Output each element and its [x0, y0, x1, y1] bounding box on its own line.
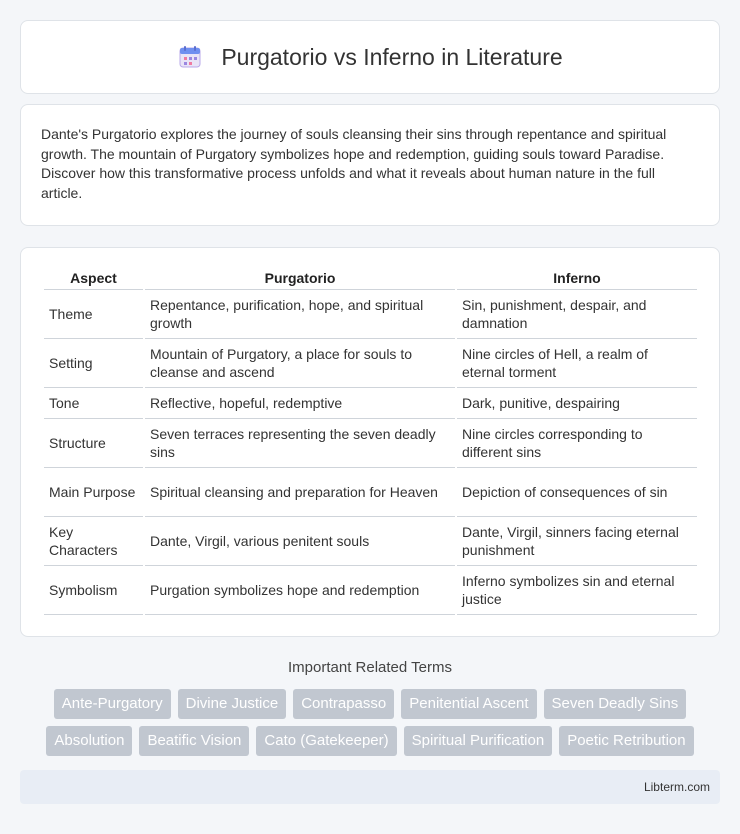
related-term-tag[interactable]: Divine Justice [178, 689, 287, 719]
footer [20, 770, 720, 804]
table-row [44, 339, 697, 388]
row-purgatorio: Spiritual cleansing and preparation for Heaven [145, 468, 455, 517]
related-term-tag[interactable]: Beatific Vision [139, 726, 249, 756]
row-inferno: Nine circles of Hell, a realm of eternal torment [457, 339, 697, 388]
table-header-row [44, 266, 697, 290]
row-purgatorio: Seven terraces representing the seven deadly sins [145, 419, 455, 468]
table-row [44, 419, 697, 468]
page-title: Purgatorio vs Inferno in Literature [221, 43, 563, 70]
row-inferno: Sin, punishment, despair, and damnation [457, 290, 697, 339]
row-inferno: Dark, punitive, despairing [457, 388, 697, 419]
related-term-tag[interactable]: Penitential Ascent [401, 689, 536, 719]
row-inferno: Dante, Virgil, sinners facing eternal punishment [457, 517, 697, 566]
row-aspect: Setting [44, 339, 143, 388]
intro-text: Dante's Purgatorio explores the journey of souls cleansing their sins through repentance and spiritual growth. The mountain of Purgatory symbolizes hope and redemption, guiding souls toward Paradise. Discover how this transformative process unfolds and what it reveals about human nature in the full article. [41, 126, 667, 201]
row-aspect: Tone [44, 388, 143, 419]
table-row [44, 517, 697, 566]
related-term-tag[interactable]: Seven Deadly Sins [544, 689, 687, 719]
related-term-tag[interactable]: Spiritual Purification [404, 726, 553, 756]
row-inferno: Nine circles corresponding to different sins [457, 419, 697, 468]
footer-site-link[interactable]: Libterm.com [643, 780, 710, 794]
row-aspect: Structure [44, 419, 143, 468]
related-term-tag[interactable]: Ante-Purgatory [54, 689, 171, 719]
related-terms-title: Important Related Terms [288, 659, 452, 676]
header-card [20, 20, 720, 94]
header-purgatorio: Purgatorio [145, 266, 455, 290]
row-aspect: Main Purpose [44, 468, 143, 517]
row-purgatorio: Mountain of Purgatory, a place for souls to cleanse and ascend [145, 339, 455, 388]
row-inferno: Inferno symbolizes sin and eternal justice [457, 566, 697, 615]
table-row [44, 566, 697, 615]
header-inferno: Inferno [457, 266, 697, 290]
related-term-tag[interactable]: Contrapasso [293, 689, 394, 719]
table-row [44, 468, 697, 517]
table-row [44, 290, 697, 339]
related-term-tag[interactable]: Poetic Retribution [559, 726, 693, 756]
row-purgatorio: Purgation symbolizes hope and redemption [145, 566, 455, 615]
row-purgatorio: Dante, Virgil, various penitent souls [145, 517, 455, 566]
comparison-table-card [20, 247, 720, 637]
table-row [44, 388, 697, 419]
related-term-tag[interactable]: Absolution [46, 726, 132, 756]
related-term-tag[interactable]: Cato (Gatekeeper) [256, 726, 396, 756]
row-aspect: Symbolism [44, 566, 143, 615]
row-aspect: Theme [44, 290, 143, 339]
intro-card [20, 104, 720, 226]
related-terms-list [0, 689, 740, 756]
row-purgatorio: Reflective, hopeful, redemptive [145, 388, 455, 419]
row-purgatorio: Repentance, purification, hope, and spiritual growth [145, 290, 455, 339]
comparison-table [42, 266, 699, 615]
calendar-icon [177, 44, 203, 70]
row-aspect: Key Characters [44, 517, 143, 566]
header-aspect: Aspect [44, 266, 143, 290]
row-inferno: Depiction of consequences of sin [457, 468, 697, 517]
